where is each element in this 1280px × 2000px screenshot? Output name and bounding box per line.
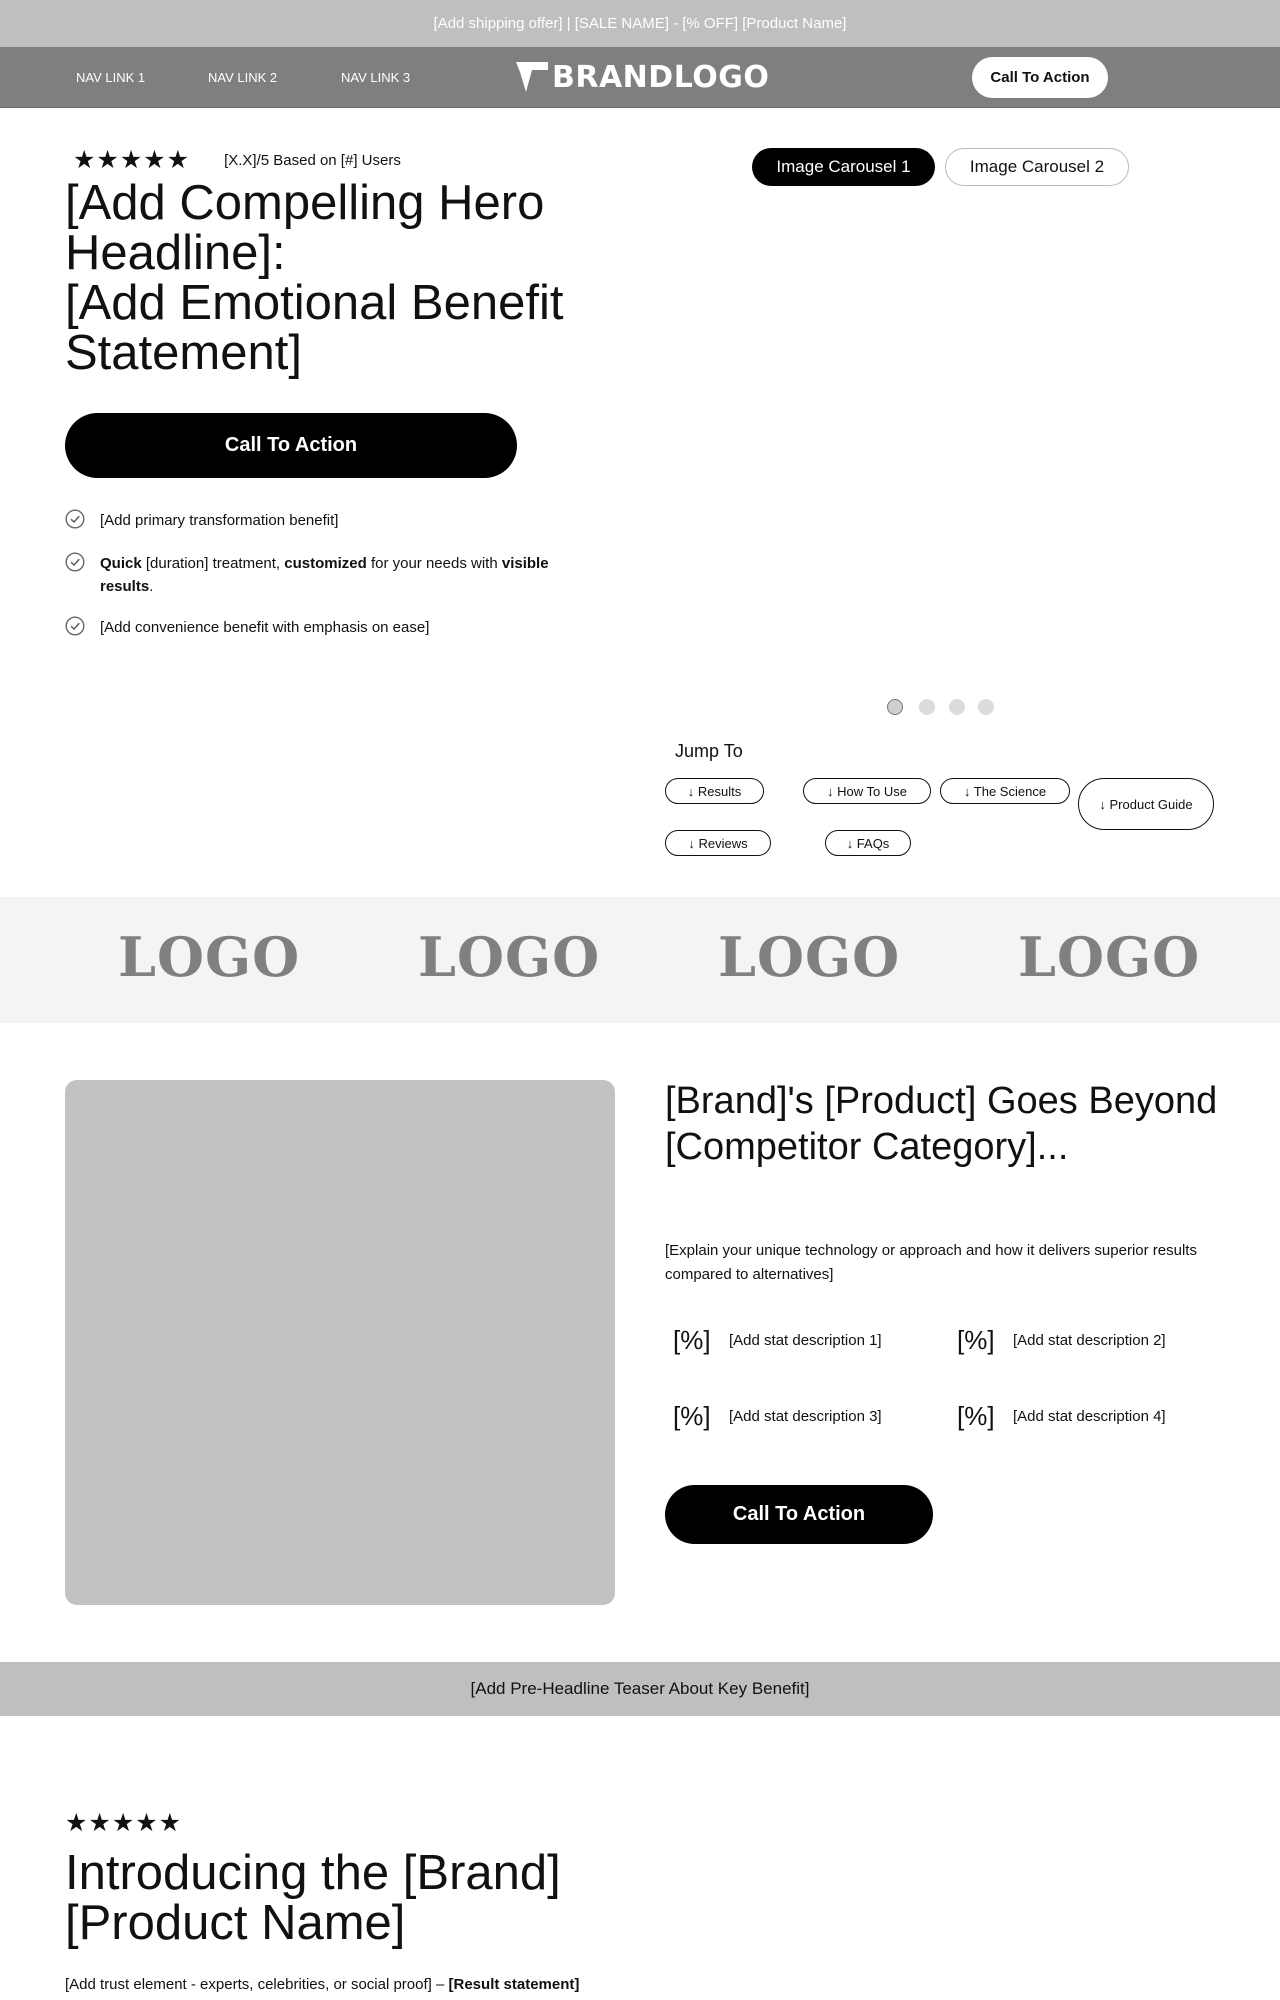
- hero-headline-line-4: Statement]: [65, 326, 302, 380]
- product-image-placeholder: [65, 1080, 615, 1605]
- benefit-bold-quick: Quick: [100, 555, 142, 572]
- press-logo-3: LOGO: [718, 925, 901, 989]
- benefit-item-2: [65, 552, 570, 598]
- stat-description: [Add stat description 1]: [729, 1332, 882, 1349]
- benefit-item-3: [65, 616, 570, 639]
- jump-product-guide-button[interactable]: ↓ Product Guide: [1078, 778, 1214, 830]
- carousel-dot-4[interactable]: [978, 699, 994, 715]
- brand-name: BRANDLOGO: [552, 59, 770, 95]
- stat-item-2: [949, 1325, 1166, 1356]
- stat-item-3: [665, 1401, 882, 1432]
- benefit-text-3: [Add convenience benefit with emphasis on ease]: [100, 619, 430, 636]
- jump-to-label: Jump To: [675, 741, 743, 761]
- press-logo-1: LOGO: [118, 925, 301, 989]
- carousel-dot-3[interactable]: [949, 699, 965, 715]
- section-cta-button[interactable]: Call To Action: [665, 1485, 933, 1544]
- carousel-tab-1[interactable]: Image Carousel 1: [752, 148, 935, 186]
- brand-mark-icon: [516, 62, 548, 92]
- jump-science-button[interactable]: ↓ The Science: [940, 778, 1070, 804]
- intro-headline-line-2: [Product Name]: [65, 1896, 406, 1950]
- stat-description: [Add stat description 4]: [1013, 1408, 1166, 1425]
- check-circle-icon: [65, 509, 85, 529]
- carousel-dot-2[interactable]: [919, 699, 935, 715]
- benefit-bold-customized: customized: [284, 555, 367, 572]
- stat-value: [%]: [673, 1401, 711, 1431]
- rating-text: [X.X]/5 Based on [#] Users: [224, 151, 401, 169]
- hero-headline-line-2: Headline]:: [65, 226, 286, 280]
- announcement-bar: [Add shipping offer] | [SALE NAME] - [% OFF] [Product Name]: [0, 0, 1280, 47]
- hero-cta-button[interactable]: Call To Action: [65, 413, 517, 478]
- result-statement: [Result statement]: [448, 1976, 580, 1993]
- brand-logo[interactable]: [516, 59, 769, 95]
- benefit-bold-visible: visible results: [100, 555, 549, 595]
- press-logo-4: LOGO: [1018, 925, 1201, 989]
- stat-value: [%]: [673, 1325, 711, 1355]
- benefit-text-2a: [duration] treatment,: [141, 555, 285, 572]
- stat-value: [%]: [957, 1325, 995, 1355]
- hero-rating: [73, 145, 401, 175]
- header-cta-button[interactable]: Call To Action: [972, 57, 1108, 98]
- carousel-dot-1[interactable]: [887, 699, 903, 715]
- section-title: [Brand]'s [Product] Goes Beyond [Competitor Category]...: [665, 1080, 1218, 1168]
- check-circle-icon: [65, 552, 85, 572]
- stat-value: [%]: [957, 1401, 995, 1431]
- jump-results-button[interactable]: ↓ Results: [665, 778, 764, 804]
- nav-link-2[interactable]: NAV LINK 2: [208, 70, 278, 85]
- jump-faqs-button[interactable]: ↓ FAQs: [825, 830, 911, 856]
- stat-description: [Add stat description 2]: [1013, 1332, 1166, 1349]
- stat-description: [Add stat description 3]: [729, 1408, 882, 1425]
- benefit-item-1: [65, 509, 570, 532]
- benefit-text-1: [Add primary transformation benefit]: [100, 512, 339, 529]
- press-logo-2: LOGO: [418, 925, 601, 989]
- intro-headline-line-1: Introducing the [Brand]: [65, 1846, 561, 1900]
- hero-headline-line-3: [Add Emotional Benefit: [65, 276, 564, 330]
- benefit-text-2b: for your needs with: [366, 555, 502, 572]
- star-rating-icon: ★★★★★: [65, 1809, 183, 1837]
- benefit-text-2: [100, 552, 570, 598]
- nav-link-3[interactable]: NAV LINK 3: [341, 70, 411, 85]
- check-circle-icon: [65, 616, 85, 636]
- stat-item-4: [949, 1401, 1166, 1432]
- carousel-tab-2[interactable]: Image Carousel 2: [945, 148, 1129, 186]
- jump-reviews-button[interactable]: ↓ Reviews: [665, 830, 771, 856]
- jump-how-to-use-button[interactable]: ↓ How To Use: [803, 778, 931, 804]
- hero-headline: [65, 178, 625, 378]
- press-logo-strip: [0, 897, 1280, 1023]
- nav-link-1[interactable]: NAV LINK 1: [76, 70, 146, 85]
- section-body: [Explain your unique technology or approach and how it delivers superior results compared to alternatives]: [665, 1242, 1197, 1283]
- star-rating-icon: ★★★★★: [73, 146, 191, 174]
- stat-item-1: [665, 1325, 882, 1356]
- trust-text: [Add trust element - experts, celebrities, or social proof] –: [65, 1976, 449, 1993]
- trust-statement: [65, 1976, 579, 1993]
- teaser-bar: [Add Pre-Headline Teaser About Key Benefit]: [0, 1662, 1280, 1716]
- site-header: [0, 47, 1280, 108]
- hero-headline-line-1: [Add Compelling Hero: [65, 176, 545, 230]
- benefit-text-2c: .: [149, 578, 154, 595]
- intro-headline: [65, 1848, 665, 1948]
